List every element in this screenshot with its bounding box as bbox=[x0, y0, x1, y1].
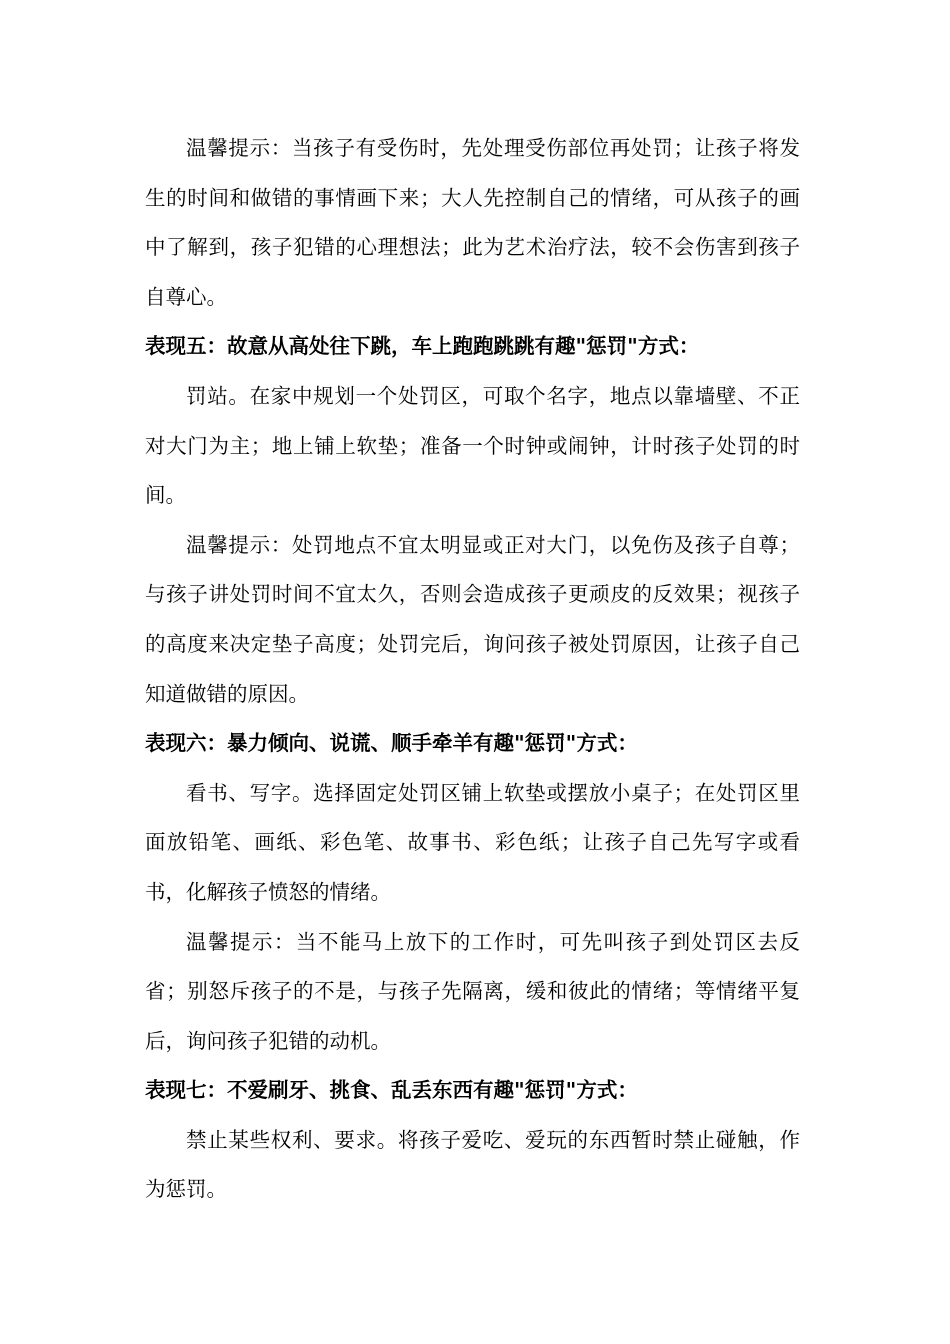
section-heading-6: 表现六：暴力倾向、说谎、顺手牵羊有趣"惩罚"方式： bbox=[145, 731, 638, 756]
paragraph-tip-standing: 温馨提示：处罚地点不宜太明显或正对大门，以免伤及孩子自尊；与孩子讲处罚时间不宜太久，否则会造成孩子更顽皮的反效果；视孩子的高度来决定垫子高度；处罚完后，询问孩子被处罚原因，让孩子自己知道做错的原因。 bbox=[145, 532, 800, 706]
paragraph-tip-injury: 温馨提示：当孩子有受伤时，先处理受伤部位再处罚；让孩子将发生的时间和做错的事情画下来；大人先控制自己的情绪，可从孩子的画中了解到，孩子犯错的心理想法；此为艺术治疗法，较不会伤害到孩子自尊心。 bbox=[145, 136, 800, 309]
paragraph-method-reading: 看书、写字。选择固定处罚区铺上软垫或摆放小桌子；在处罚区里面放铅笔、画纸、彩色笔、故事书、彩色纸；让孩子自己先写字或看书，化解孩子愤怒的情绪。 bbox=[145, 780, 800, 904]
section-heading-7: 表现七：不爱刷牙、挑食、乱丢东西有趣"惩罚"方式： bbox=[145, 1078, 638, 1103]
paragraph-method-restriction: 禁止某些权利、要求。将孩子爱吃、爱玩的东西暂时禁止碰触，作为惩罚。 bbox=[145, 1127, 800, 1202]
paragraph-tip-reading: 温馨提示：当不能马上放下的工作时，可先叫孩子到处罚区去反省；别怒斥孩子的不是，与孩子先隔离，缓和彼此的情绪；等情绪平复后，询问孩子犯错的动机。 bbox=[145, 929, 800, 1053]
section-heading-5: 表现五：故意从高处往下跳，车上跑跑跳跳有趣"惩罚"方式： bbox=[145, 334, 700, 359]
paragraph-method-standing: 罚站。在家中规划一个处罚区，可取个名字，地点以靠墙壁、不正对大门为主；地上铺上软垫；准备一个时钟或闹钟，计时孩子处罚的时间。 bbox=[145, 383, 800, 508]
document-body bbox=[145, 124, 800, 1215]
